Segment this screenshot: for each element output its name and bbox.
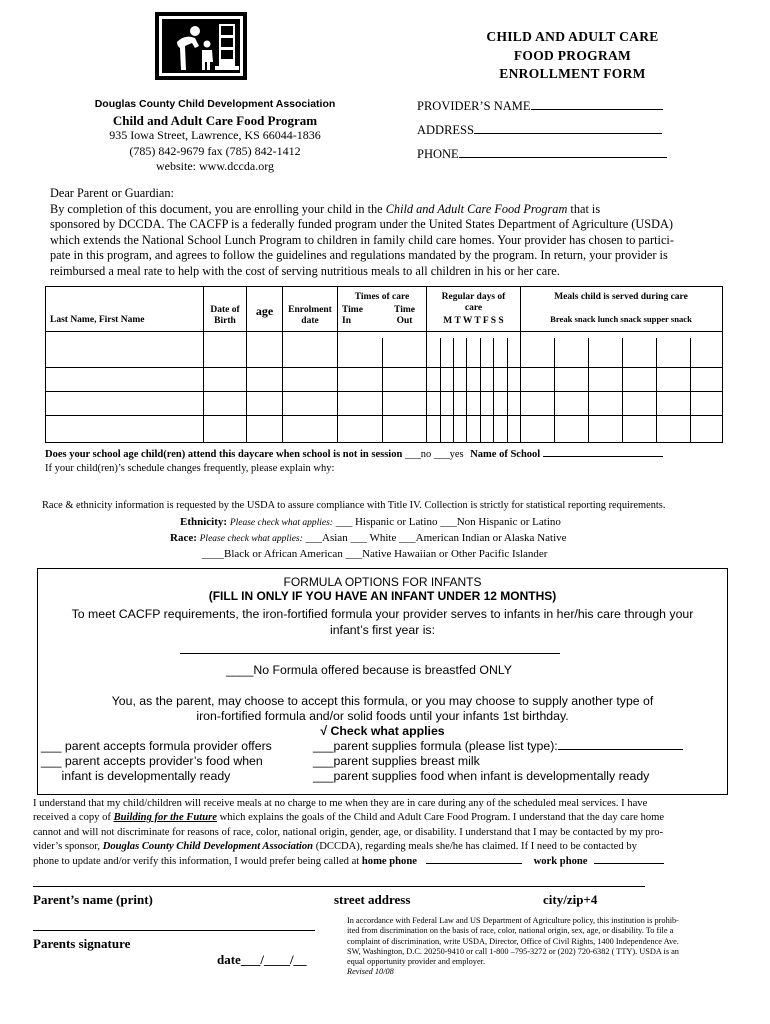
infant-choose-1: You, as the parent, may choose to accept this formula, or you may choose to supply another type of [111, 694, 654, 708]
work-phone-field[interactable] [594, 854, 664, 864]
parent-options-left [41, 739, 272, 784]
disclaimer-line-1: In accordance with Federal Law and US Department of Agriculture policy, this institution is prohib- [347, 916, 679, 925]
formula-type-field[interactable] [180, 653, 560, 654]
title-line-3: ENROLLMENT FORM [499, 66, 646, 81]
provider-block [417, 97, 677, 169]
school-question: Does your school age child(ren) attend this daycare when school is not in session [45, 449, 403, 460]
col-time-in-header: Time In [342, 305, 363, 326]
infant-formula-box [37, 568, 728, 795]
opt-supply-breast-milk[interactable]: ___parent supplies breast milk [313, 754, 480, 768]
usda-disclaimer [347, 916, 732, 978]
city-zip-label: city/zip+4 [543, 892, 598, 907]
parent-signature-label: Parents signature [33, 936, 131, 951]
race-options-2[interactable]: ____Black or African American ___Native Hawaiian or Other Pacific Islander [202, 548, 548, 560]
consent-line-3: cannot and will not discriminate for reasons of race, color, national origin, gender, age, or disability. I understand that I may be contacted by my pro- [33, 826, 664, 838]
opt-supply-formula[interactable]: ___parent supplies formula (please list type): [313, 739, 558, 753]
col-meals-list: Break snack lunch snack supper snack [550, 314, 692, 324]
ethnicity-hint: Please check what applies: [229, 518, 333, 528]
school-no-yes[interactable]: ___no ___yes [404, 449, 464, 460]
race-label: Race: [170, 532, 197, 544]
col-days-letters: M T W T F S S [443, 316, 504, 326]
provider-name-label: PROVIDER’S NAME [417, 99, 531, 113]
opt-accept-food[interactable]: ___ parent accepts provider’s food when [41, 754, 263, 768]
opt-accept-food-cont: infant is developmentally ready [41, 769, 231, 783]
program-name: Child and Adult Care Food Program [112, 112, 318, 128]
parent-options-right [313, 739, 683, 784]
consent-book-title: Building for the Future [113, 812, 217, 824]
parent-info-line[interactable] [33, 886, 645, 887]
schedule-note: If your child(ren)’s schedule changes frequently, please explain why: [45, 463, 335, 474]
provider-phone-field[interactable] [459, 145, 667, 158]
race-hint: Please check what applies: [199, 534, 303, 544]
check-what-applies: √ Check what applies [320, 724, 445, 738]
ethnicity-label: Ethnicity: [180, 516, 228, 528]
title-line-2: FOOD PROGRAM [513, 47, 632, 63]
disclaimer-line-5: equal opportunity provider and employer. [347, 957, 486, 967]
col-enrol-header: Enrolment date [288, 305, 332, 326]
intro-line-3: which extends the National School Lunch Program to children in family child care homes. Your provider has chosen to partici- [50, 232, 674, 247]
revised-date: Revised 10/08 [347, 967, 394, 977]
race-row [170, 532, 567, 544]
disclaimer-line-2: ited from discrimination on the basis of race, color, national origin, sex, age, or disability. To file a [347, 926, 674, 936]
provider-name-field[interactable] [531, 97, 663, 110]
org-name: Douglas County Child Development Association [94, 98, 336, 110]
form-title [430, 28, 715, 84]
formula-list-field[interactable] [558, 739, 683, 750]
street-address-label: street address [334, 892, 411, 907]
intro-line-5: reimbursed a meal rate to help with the cost of serving nutritious meals to all children in his or her care. [50, 263, 560, 278]
consent-line-4b: (DCCDA), regarding meals she/he has claimed. If I need to be contacted by [313, 840, 637, 852]
consent-line-5: phone to update and/or verify this information, I would prefer being called at [33, 856, 362, 868]
race-options-1[interactable]: ___Asian ___ White ___American Indian or Alaska Native [305, 532, 567, 544]
opt-accept-formula[interactable]: ___ parent accepts formula provider offers [41, 739, 272, 753]
race-intro: Race & ethnicity information is requested by the USDA to assure compliance with Title IV. Collection is strictly for statistical reporting requirements. [42, 500, 666, 511]
org-phone: (785) 842-9679 fax (785) 842-1412 [129, 143, 301, 158]
school-name-label: Name of School [470, 449, 541, 460]
title-line-1: CHILD AND ADULT CARE [486, 29, 659, 44]
organization-block [70, 97, 360, 175]
col-days-header: Regular days of care [441, 292, 506, 313]
ethnicity-row [180, 516, 561, 528]
opt-supply-food[interactable]: ___parent supplies food when infant is developmentally ready [313, 769, 650, 783]
col-dob-header: Date of Birth [210, 305, 240, 326]
work-phone-label: work phone [533, 856, 588, 868]
infant-choose-2: iron-fortified formula and/or solid foods until your infants 1st birthday. [196, 709, 569, 723]
school-question-row [45, 447, 663, 460]
col-name-header: Last Name, First Name [50, 315, 145, 325]
col-meals-header: Meals child is served during care [554, 292, 688, 302]
col-age-header: age [255, 304, 274, 318]
signature-line[interactable] [33, 930, 315, 931]
consent-line-4a: vider’s sponsor, [33, 840, 103, 852]
home-phone-label: home phone [361, 856, 417, 868]
no-formula-option[interactable]: ____No Formula offered because is breastfed ONLY [226, 663, 512, 677]
consent-line-2b: which explains the goals of the Child and Adult Care Food Program. I understand that the day care home [216, 812, 665, 824]
consent-paragraph [33, 797, 733, 869]
infant-requirement-1: To meet CACFP requirements, the iron-fortified formula your provider serves to infants in her/his care through your [71, 607, 694, 621]
col-times-header: Times of care [354, 292, 410, 302]
disclaimer-line-4: SW, Washington, D.C. 20250-9410 or call 1-800 –795-3272 or (202) 720-6382 ( TTY). USDA is an [347, 946, 679, 956]
consent-line-1: I understand that my child/children will receive meals at no charge to me when they are in care during any of the scheduled meal services. I have [33, 798, 648, 809]
consent-line-2a: received a copy of [33, 812, 114, 824]
intro-line-2: sponsored by DCCDA. The CACFP is a federally funded program under the United States Department of Agriculture (USDA) [50, 217, 673, 232]
enrollment-table [45, 286, 723, 443]
intro-line-1a: By completion of this document, you are enrolling your child in the [50, 201, 386, 216]
parent-name-label: Parent’s name (print) [33, 892, 153, 907]
intro-line-4: pate in this program, and agrees to follow the guidelines and regulations mandated by the program. In return, your provider is [50, 248, 668, 263]
home-phone-field[interactable] [426, 854, 522, 864]
provider-phone-label: PHONE [417, 147, 459, 161]
org-address: 935 Iowa Street, Lawrence, KS 66044-1836 [109, 128, 321, 142]
signature-date[interactable]: date___/____/__ [217, 952, 307, 967]
greeting: Dear Parent or Guardian: [50, 186, 174, 200]
ethnicity-options[interactable]: ___ Hispanic or Latino ___Non Hispanic or Latino [335, 516, 561, 528]
org-website: website: www.dccda.org [156, 159, 274, 173]
intro-program-name: Child and Adult Care Food Program [385, 201, 568, 216]
disclaimer-line-3: complaint of discrimination, write USDA, Director, Office of Civil Rights, 1400 Independence Ave. [347, 936, 679, 946]
infant-subtitle: (FILL IN ONLY IF YOU HAVE AN INFANT UNDER 12 MONTHS) [208, 589, 557, 603]
dccda-logo [155, 12, 247, 80]
consent-org-name: Douglas County Child Development Association [102, 840, 314, 852]
intro-letter [50, 186, 740, 280]
provider-address-label: ADDRESS [417, 123, 474, 137]
col-time-out-header: Time Out [394, 305, 415, 326]
infant-title: FORMULA OPTIONS FOR INFANTS [283, 575, 482, 589]
infant-requirement-2: infant’s first year is: [329, 623, 436, 637]
school-name-field[interactable] [543, 447, 663, 457]
provider-address-field[interactable] [474, 121, 662, 134]
intro-line-1b: that is [567, 201, 601, 216]
